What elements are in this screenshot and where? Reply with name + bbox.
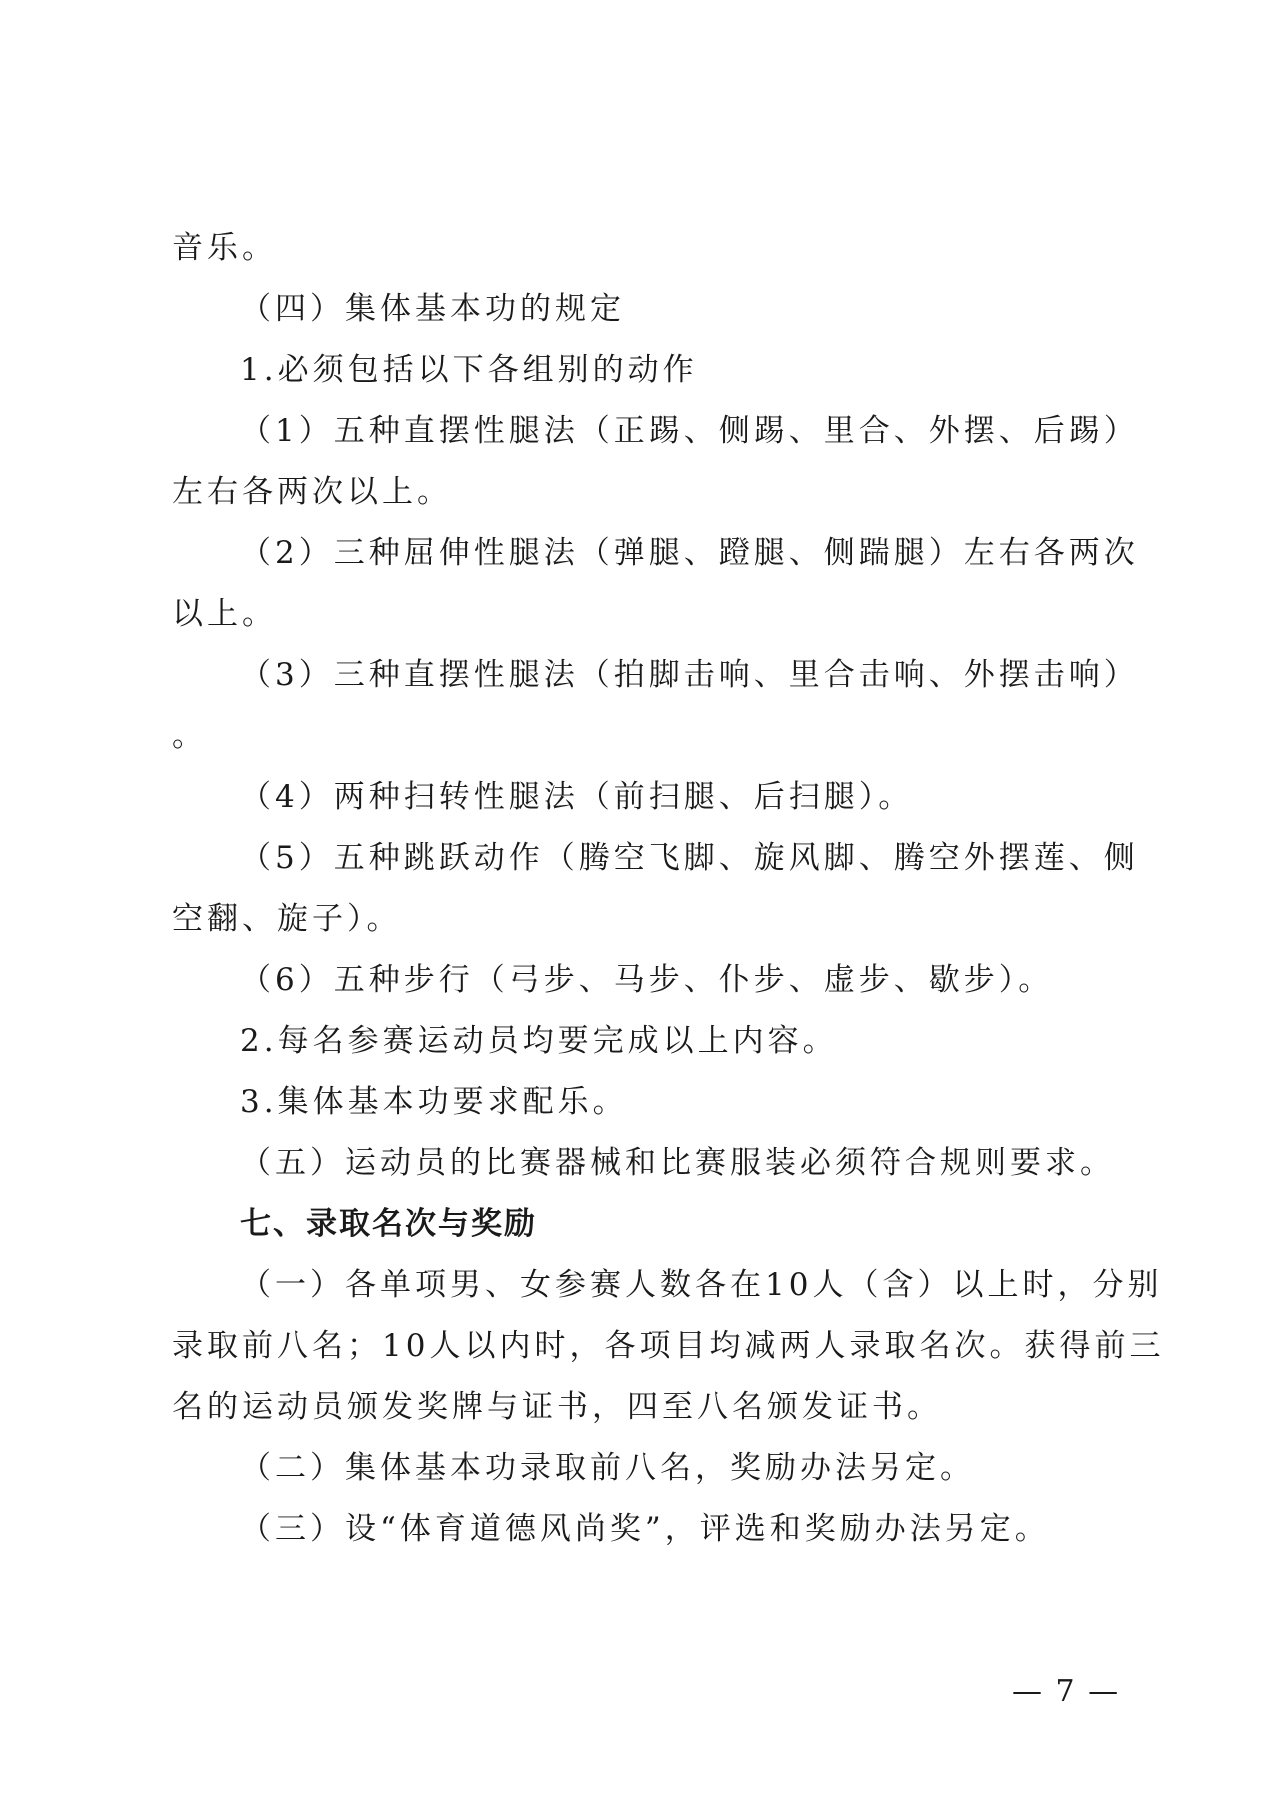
list-item: （6）五种步行（弓步、马步、仆步、虚步、歇步）。 <box>240 962 1054 998</box>
paragraph-line: （二）集体基本功录取前八名，奖励办法另定。 <box>240 1450 975 1486</box>
paragraph-line: （一）各单项男、女参赛人数各在10人（含）以上时，分别 <box>240 1267 1163 1303</box>
list-item: （2）三种屈伸性腿法（弹腿、蹬腿、侧踹腿）左右各两次 <box>240 535 1139 571</box>
paragraph-line: 2.每名参赛运动员均要完成以上内容。 <box>240 1023 838 1059</box>
section-subheading: （五）运动员的比赛器械和比赛服装必须符合规则要求。 <box>240 1145 1115 1181</box>
paragraph-line: （三）设“体育道德风尚奖”，评选和奖励办法另定。 <box>240 1511 1050 1547</box>
list-item: （1）五种直摆性腿法（正踢、侧踢、里合、外摆、后踢） <box>240 413 1139 449</box>
page-number: — 7 — <box>1012 1674 1121 1709</box>
list-item: （3）三种直摆性腿法（拍脚击响、里合击响、外摆击响） <box>240 657 1139 693</box>
paragraph-line: 左右各两次以上。 <box>172 474 452 510</box>
paragraph-line: 3.集体基本功要求配乐。 <box>240 1084 628 1120</box>
list-item: （5）五种跳跃动作（腾空飞脚、旋风脚、腾空外摆莲、侧 <box>240 840 1139 876</box>
list-item: （4）两种扫转性腿法（前扫腿、后扫腿）。 <box>240 779 914 815</box>
paragraph-line: 。 <box>172 718 207 754</box>
section-heading: 七、录取名次与奖励 <box>240 1206 537 1242</box>
paragraph-line: 1.必须包括以下各组别的动作 <box>240 352 698 388</box>
paragraph-line: 录取前八名；10人以内时，各项目均减两人录取名次。获得前三 <box>172 1328 1165 1364</box>
paragraph-line: 音乐。 <box>172 230 277 266</box>
paragraph-line: 以上。 <box>172 596 277 632</box>
section-subheading: （四）集体基本功的规定 <box>240 291 625 327</box>
paragraph-line: 空翻、旋子）。 <box>172 901 402 937</box>
paragraph-line: 名的运动员颁发奖牌与证书，四至八名颁发证书。 <box>172 1389 942 1425</box>
